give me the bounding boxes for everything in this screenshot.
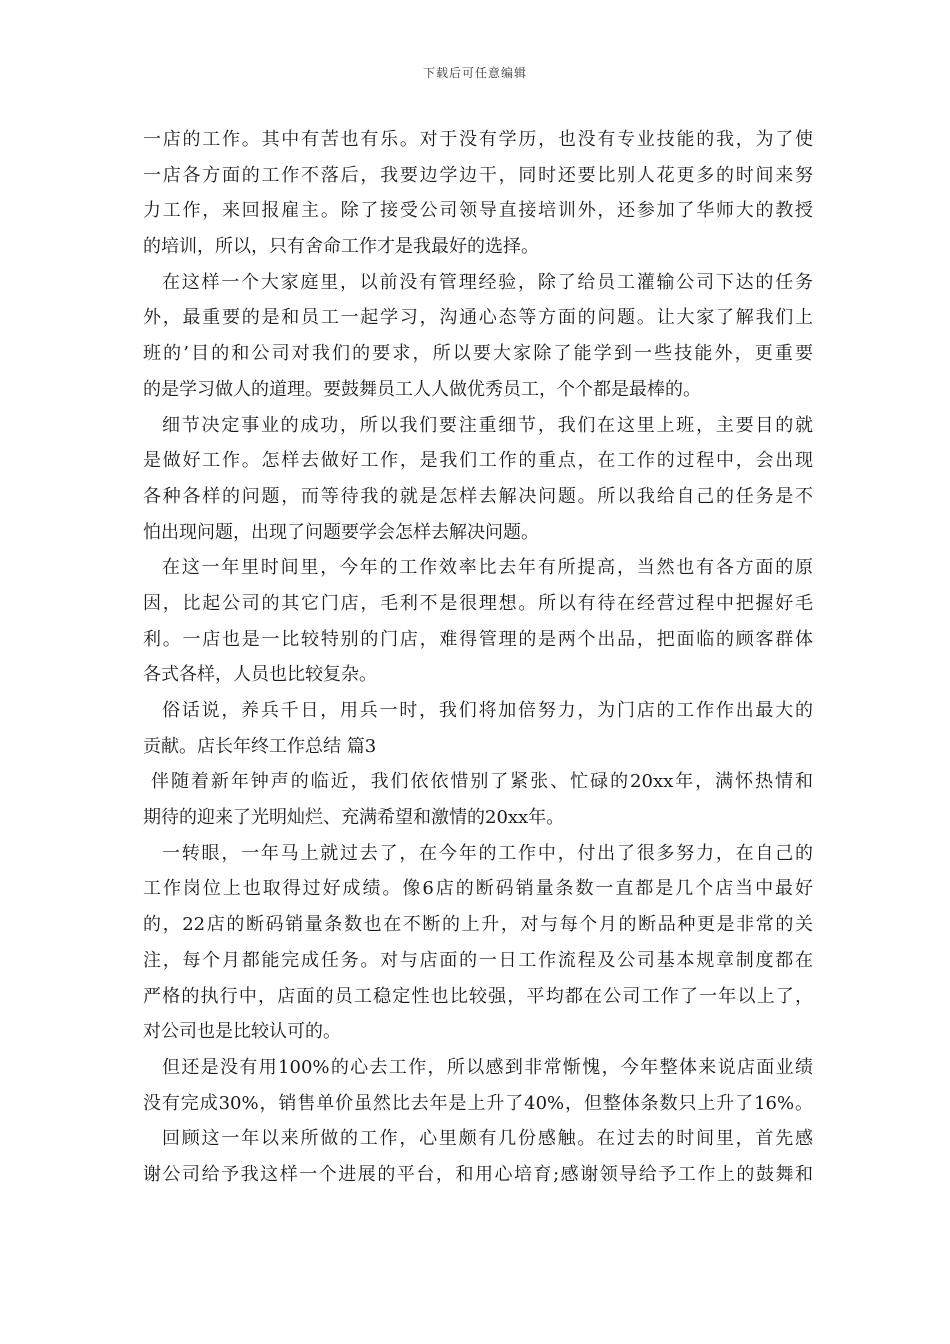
text-line: 一店各方面的工作不落后，我要边学边干，同时还要比别人花更多的时间来努 <box>143 164 813 186</box>
document-body <box>143 122 813 1193</box>
text-line: 利。一店也是一比较特别的门店，难得管理的是两个出品，把面临的顾客群体 <box>143 628 813 650</box>
text-line: 细节决定事业的成功，所以我们要注重细节，我们在这里上班，主要目的就 <box>162 414 813 436</box>
text-line: 但还是没有用100%的心去工作，所以感到非常惭愧，今年整体来说店面业绩 <box>162 1056 813 1078</box>
text-line: 怕出现问题，出现了问题要学会怎样去解决问题。 <box>143 521 539 543</box>
text-line: 外，最重要的是和员工一起学习，沟通心态等方面的问题。让大家了解我们上 <box>143 307 813 329</box>
page-header: 下载后可任意编辑 <box>422 66 527 80</box>
text-line: 回顾这一年以来所做的工作，心里颇有几份感触。在过去的时间里，首先感 <box>162 1128 813 1150</box>
text-line: 谢公司给予我这样一个进展的平台，和用心培育;感谢领导给予工作上的鼓舞和 <box>143 1163 813 1185</box>
text-line: 是做好工作。怎样去做好工作，是我们工作的重点，在工作的过程中，会出现 <box>143 450 813 472</box>
text-line: 贡献。店长年终工作总结 篇3 <box>143 735 377 757</box>
text-line: 各式各样，人员也比较复杂。 <box>143 664 377 686</box>
text-line: 在这样一个大家庭里，以前没有管理经验，除了给员工灌输公司下达的任务 <box>162 271 813 293</box>
text-line: 因，比起公司的其它门店，毛利不是很理想。所以有待在经营过程中把握好毛 <box>143 592 813 614</box>
text-line: 伴随着新年钟声的临近，我们依依惜别了紧张、忙碌的20xx年，满怀热情和 <box>151 771 813 793</box>
text-line: 严格的执行中，店面的员工稳定性也比较强，平均都在公司工作了一年以上了， <box>143 985 813 1007</box>
text-line: 一转眼，一年马上就过去了，在今年的工作中，付出了很多努力，在自己的 <box>162 842 813 864</box>
text-line: 的，22店的断码销量条数也在不断的上升，对与每个月的断品种更是非常的关 <box>143 914 813 936</box>
text-line: 期待的迎来了光明灿烂、充满希望和激情的20xx年。 <box>143 807 565 829</box>
text-line: 没有完成30%，销售单价虽然比去年是上升了40%，但整体条数只上升了16%。 <box>143 1092 813 1114</box>
text-line: 各种各样的问题，而等待我的就是怎样去解决问题。所以我给自己的任务是不 <box>143 485 813 507</box>
text-line: 一店的工作。其中有苦也有乐。对于没有学历，也没有专业技能的我，为了使 <box>143 129 813 150</box>
text-line: 在这一年里时间里，今年的工作效率比去年有所提高，当然也有各方面的原 <box>162 557 813 579</box>
text-line: 对公司也是比较认可的。 <box>143 1021 341 1043</box>
text-line: 班的’目的和公司对我们的要求，所以要大家除了能学到一些技能外，更重要 <box>143 343 813 365</box>
text-line: 工作岗位上也取得过好成绩。像6店的断码销量条数一直都是几个店当中最好 <box>143 878 813 900</box>
text-line: 力工作，来回报雇主。除了接受公司领导直接培训外，还参加了华师大的教授 <box>143 200 813 222</box>
text-line: 俗话说，养兵千日，用兵一时，我们将加倍努力，为门店的工作作出最大的 <box>162 700 813 721</box>
text-line: 注，每个月都能完成任务。对与店面的一日工作流程及公司基本规章制度都在 <box>143 949 813 971</box>
text-line: 的培训，所以，只有舍命工作才是我最好的选择。 <box>143 236 539 258</box>
text-line: 的是学习做人的道理。要鼓舞员工人人做优秀员工，个个都是最棒的。 <box>143 378 701 400</box>
